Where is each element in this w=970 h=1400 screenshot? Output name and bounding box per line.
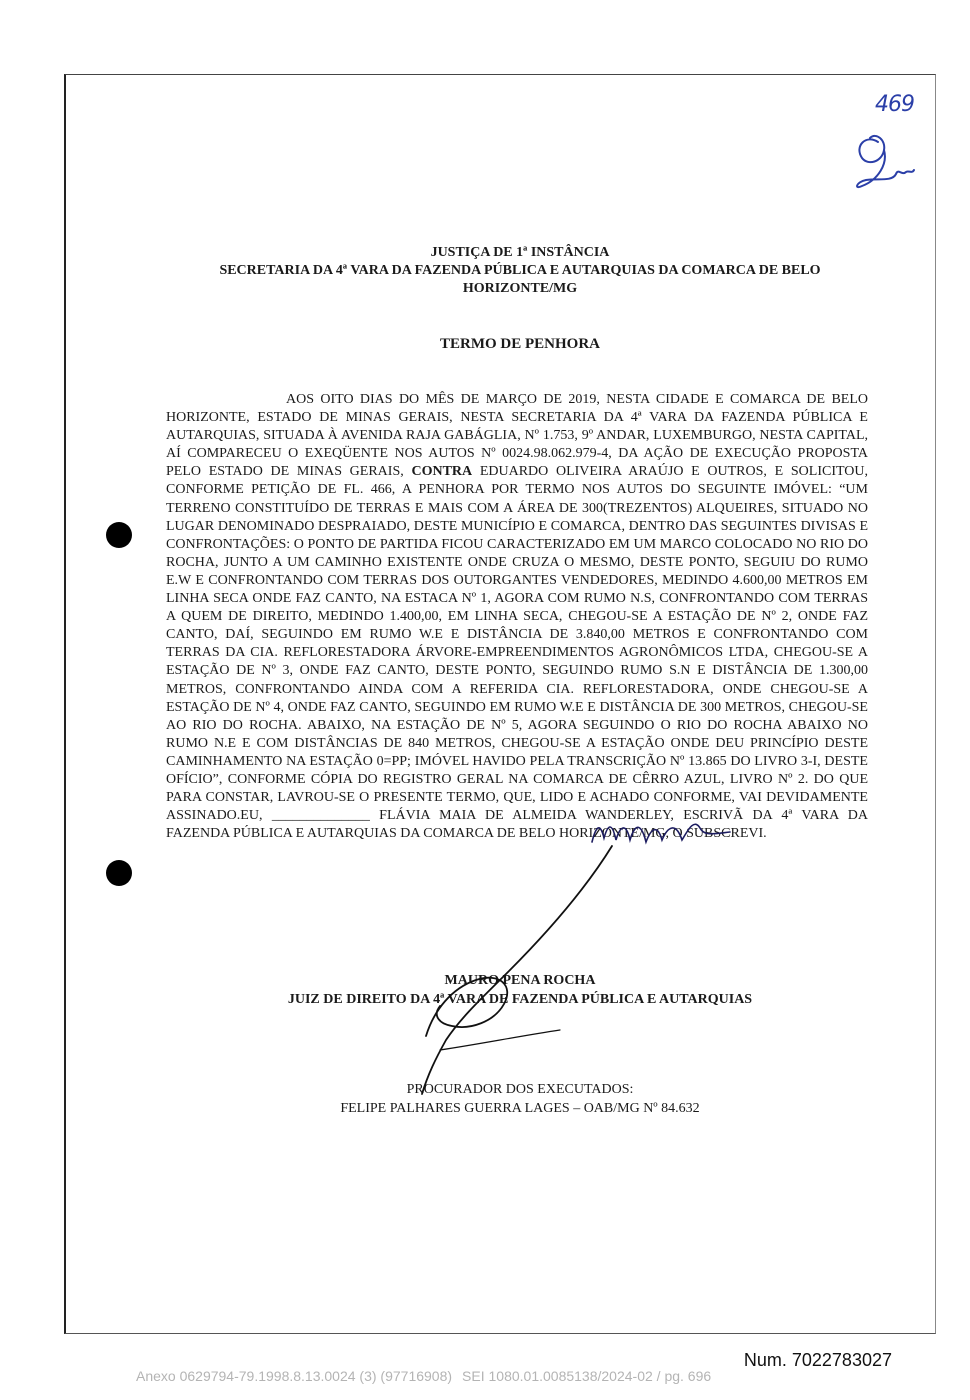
body-paragraph (166, 391, 868, 843)
court-header (170, 244, 870, 298)
court-header-line1: JUSTIÇA DE 1ª INSTÂNCIA (430, 245, 610, 260)
signature-blank-line: ______________ (271, 808, 370, 824)
document-title: TERMO DE PENHORA (439, 336, 600, 352)
procurador-block (170, 1080, 870, 1118)
folio-number: 469 (875, 92, 914, 117)
punch-hole-top (106, 522, 132, 548)
document-number: Num. 7022783027 (743, 1350, 892, 1370)
procurador-label: PROCURADOR DOS EXECUTADOS: (406, 1082, 634, 1097)
annex-reference: Anexo 0629794-79.1998.8.13.0024 (3) (97716908) (136, 1368, 453, 1384)
body-part1: AOS OITO DIAS DO MÊS DE MARÇO DE 2019, NESTA CIDADE E COMARCA DE BELO HORIZONTE, ESTADO DE MINAS GERAIS, NESTA SECRETARIA DA 4ª VARA DA FAZENDA PÚBLICA E AUTARQUIAS, SITUADA À AVENIDA RAJA GABÁGLIA, Nº 1.753, 9º ANDAR, LUXEMBURGO, NESTA CAPITAL, AÍ COMPARECEU O EXEQÜENTE NOS AUTOS Nº 0024.98.062.979-4, DA AÇÃO DE EXECUÇÃO PROPOSTA PELO ESTADO DE MINAS GERAIS, (166, 392, 868, 480)
rubric-initials-signature (848, 124, 918, 204)
body-contra: CONTRA (411, 464, 473, 480)
procurador-name: FELIPE PALHARES GUERRA LAGES – OAB/MG Nº 84.632 (340, 1101, 700, 1116)
body-part3: FLÁVIA MAIA DE ALMEIDA WANDERLEY, ESCRIVÃ DA 4ª VARA DA FAZENDA PÚBLICA E AUTARQUIAS DA COMARCA DE BELO HORIZONTE/MG, O SUBSCREVI. (166, 808, 868, 842)
judge-block (170, 971, 870, 1009)
sei-page-reference: SEI 1080.01.0085138/2024-02 / pg. 696 (462, 1368, 712, 1384)
court-header-line2: SECRETARIA DA 4ª VARA DA FAZENDA PÚBLICA E AUTARQUIAS DA COMARCA DE BELO HORIZONTE/MG (219, 263, 821, 296)
judge-role: JUIZ DE DIREITO DA 4ª VARA DE FAZENDA PÚBLICA E AUTARQUIAS (287, 992, 753, 1007)
annex-footer (136, 1368, 836, 1384)
body-part2: EDUARDO OLIVEIRA ARAÚJO E OUTROS, E SOLICITOU, CONFORME PETIÇÃO DE FL. 466, A PENHORA POR TERMO NOS AUTOS DO SEGUINTE IMÓVEL: “UM TERRENO CONSTITUÍDO DE TERRAS E MAIS COM A ÁREA DE 300(TREZENTOS) ALQUEIRES, SITUADO NO LUGAR DENOMINADO DESPRAIADO, DESTE MUNICÍPIO E COMARCA, DENTRO DAS SEGUINTES DIVISAS E CONFRONTAÇÕES: O PONTO DE PARTIDA FICOU CARACTERIZADO EM UM MARCO COLOCADO NO RIO DO ROCHA, JUNTO A UM CAMINHO EXISTENTE ONDE CRUZA O MESMO, DESTE PONTO, SEGUIU DO RUMO E.W E CONFRONTANDO COM TERRAS DOS OUTORGANTES VENDEDORES, MEDINDO 4.600,00 METROS EM LINHA SECA ONDE FAZ CANTO, NA ESTACA Nº 1, AGORA COM RUMO N.S, CONFRONTANDO COM TERRAS A QUEM DE DIREITO, MEDINDO 1.400,00, EM LINHA SECA, CHEGOU-SE A ESTAÇÃO DE Nº 2, ONDE FAZ CANTO, DAÍ, SEGUINDO EM RUMO W.E E DISTÂNCIA DE 3.840,00 METROS E CONFRONTANDO COM TERRAS DA CIA. REFLORESTADORA ÁRVORE-EMPREENDIMENTOS AGRONÔMICOS LTDA, CHEGOU-SE A ESTAÇÃO DE Nº 3, ONDE FAZ CANTO, DESTE PONTO, SEGUINDO RUMO S.N E DISTÂNCIA DE 1.300,00 METROS, CONFRONTANDO AINDA COM A REFERIDA CIA. REFLORESTADORA, ONDE CHEGOU-SE A ESTAÇÃO DE Nº 4, ONDE FAZ CANTO, SEGUINDO EM RUMO W.E E DISTÂNCIA DE 300 METROS, CHEGOU-SE AO RIO DO ROCHA. ABAIXO, NA ESTAÇÃO DE Nº 5, AGORA SEGUINDO O RIO DO ROCHA ABAIXO NO RUMO N.E E COM DISTÂNCIAS DE 840 METROS, CHEGOU-SE A ESTAÇÃO ONDE DEU PRINCÍPIO DESTE CAMINHAMENTO NA ESTAÇÃO 0=PP; IMÓVEL HAVIDO PELA TRANSCRIÇÃO Nº 13.865 DO LIVRO 3-I, DESTE OFÍCIO”, CONFORME CÓPIA DO REGISTRO GERAL NA COMARCA DE CÊRRO AZUL, LIVRO Nº 2. DO QUE PARA CONSTAR, LAVROU-SE O PRESENTE TERMO, QUE, LIDO E ACHADO CONFORME, VAI DEVIDAMENTE ASSINADO.EU, (166, 464, 868, 824)
punch-hole-bottom (106, 860, 132, 886)
judge-name: MAURO PENA ROCHA (444, 973, 596, 988)
